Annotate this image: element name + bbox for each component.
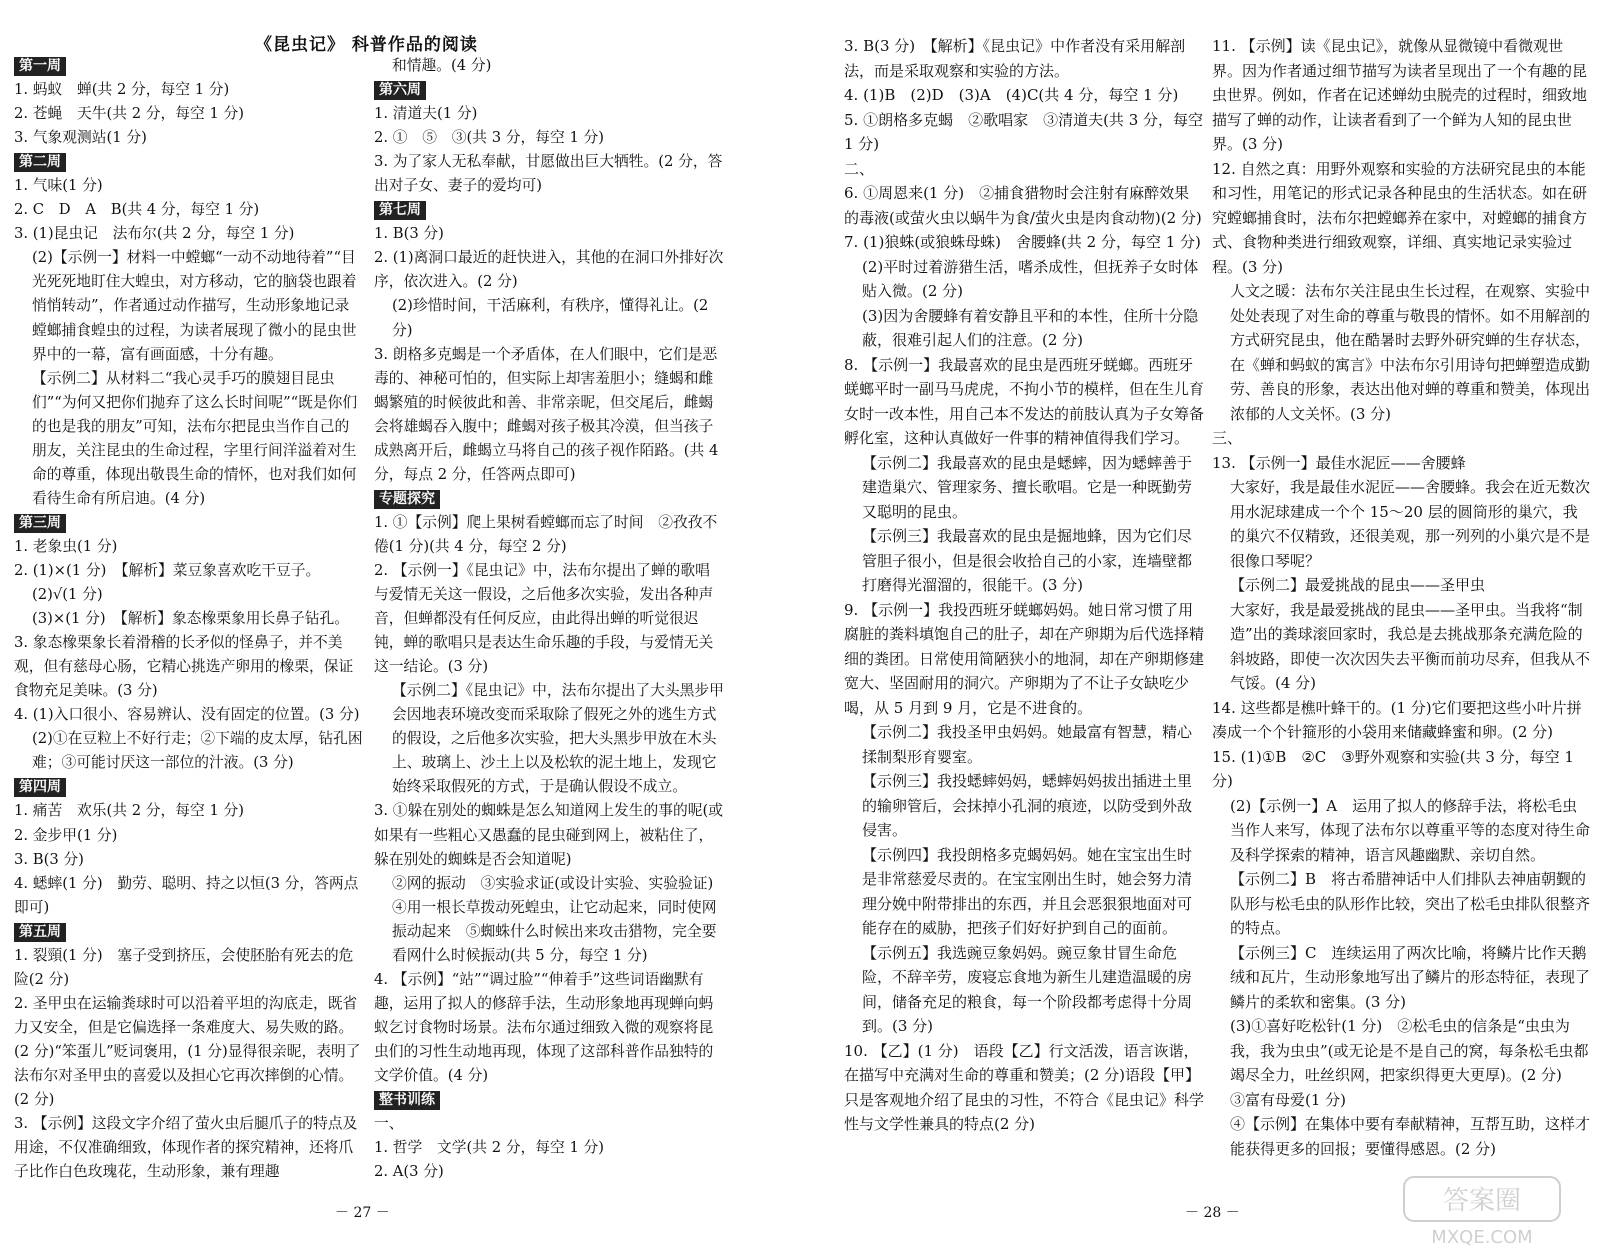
answer-line: 【示例二】B 将古希腊神话中人们排队去神庙朝觐的队形与松毛虫的队形作比较，突出了松毛虫排队很整齐的特点。: [1230, 870, 1591, 937]
answer-item: 1. 蚂蚁 蝉(共 2 分，每空 1 分): [14, 81, 230, 99]
left-column-1: [14, 54, 364, 1184]
right-page: [830, 0, 1600, 1257]
answer-line: 【示例五】我选豌豆象妈妈。豌豆象甘冒生命危险，不辞辛劳，废寝忘食地为新生儿建造温暖的房间，储备充足的粮食，每一个阶段都考虑得十分周到。(3 分): [862, 943, 1193, 1035]
answer-line: (2)珍惜时间，干活麻利，有秩序，懂得礼让。(2 分): [392, 297, 709, 339]
section-heading: 第三周: [14, 514, 66, 533]
right-column-1: [844, 34, 1204, 1137]
left-column-2: [374, 54, 729, 1184]
answer-line: 和情趣。(4 分): [392, 57, 492, 74]
answer-line: 【示例四】我投朗格多克蝎妈妈。她在宝宝出生时是非常慈爱尽责的。在宝宝刚出生时，她会努力清理分娩中附带排出的东西，并且会恶狠狠地面对可能存在的威胁，把孩子们好好护到自己的面前。: [862, 845, 1193, 937]
section-heading: 整书训练: [374, 1091, 440, 1110]
answer-item: 2. ① ⑤ ③(共 3 分，每空 1 分): [374, 129, 605, 147]
answer-line: (2)①在豆粒上不好行走；②下端的皮太厚，钻孔困难；③可能讨厌这一部位的汁液。(3 分): [32, 730, 363, 772]
answer-line: 人文之暖：法布尔关注昆虫生长过程，在观察、实验中处处表现了对生命的尊重与敬畏的情怀。如不用解剖的方式研究昆虫，他在酷暑时去野外研究蝉的生存状态，在《蝉和蚂蚁的寓言》中法布尔引用诗句把蝉塑造成勤劳、善良的形象，表达出他对蝉的尊重和赞美，体现出浓郁的人文关怀。(3 分): [1230, 282, 1591, 423]
answer-line: 【示例三】C 连续运用了两次比喻，将鳞片比作天鹅绒和瓦片，生动形象地写出了鳞片的形态特征，表现了鳞片的柔软和密集。(3 分): [1230, 943, 1591, 1011]
answer-item: 一、: [374, 1115, 404, 1133]
answer-item: 1. B(3 分): [374, 225, 444, 243]
watermark-text: 答案圈: [1442, 1186, 1522, 1216]
answer-item: 1. 气味(1 分): [14, 177, 103, 195]
answer-line: (2)平时过着游猎生活，嗜杀成性，但抚养子女时体贴入微。(2 分): [862, 257, 1199, 300]
section-heading: 第六周: [374, 81, 426, 100]
page-title: 《昆虫记》 科普作品的阅读: [255, 35, 478, 55]
answer-item: 13. 【示例一】最佳水泥匠——舍腰蜂: [1212, 453, 1466, 472]
answer-item: 15. (1)①B ②C ③野外观察和实验(共 3 分，每空 1 分): [1212, 747, 1574, 790]
answer-line: (2)√(1 分): [32, 586, 103, 604]
section-heading: 第二周: [14, 153, 66, 172]
answer-line: ②网的振动 ③实验求证(或设计实验、实验验证) ④用一根长草拨动死蝗虫，让它动起来，同时使网振动起来 ⑤蜘蛛什么时候出来攻击猎物，完全要看网什么时候振动(共 5 分，每空 1 分): [392, 874, 729, 964]
section-heading: 第七周: [374, 201, 426, 220]
left-page: [0, 0, 790, 1257]
answer-item: 2. C D A B(共 4 分，每空 1 分): [14, 201, 260, 219]
answer-item: 3. 为了家人无私奉献，甘愿做出巨大牺牲。(2 分，答出对子女、妻子的爱均可): [374, 153, 723, 195]
answer-item: 11. 【示例】读《昆虫记》，就像从显微镜中看微观世界。因为作者通过细节描写为读者呈现出了一个有趣的昆虫世界。例如，作者在记述蝉幼虫脱壳的过程时，细致地描写了蝉的动作，让读者看到了一个鲜为人知的昆虫世界。(3 分): [1212, 37, 1588, 153]
answer-item: 4. (1)入口很小、容易辨认、没有固定的位置。(3 分): [14, 706, 360, 724]
answer-item: 2. A(3 分): [374, 1163, 444, 1181]
answer-item: 2. 圣甲虫在运输粪球时可以沿着平坦的沟底走，既省力又安全，但是它偏选择一条难度大、易失败的路。(2 分)“笨蛋儿”贬词褒用，(1 分)显得很亲昵，表明了法布尔对圣甲虫的喜爱以及担心它再次摔倒的心情。(2 分): [14, 994, 361, 1109]
answer-item: 1. 哲学 文学(共 2 分，每空 1 分): [374, 1139, 605, 1157]
answer-line: 大家好，我是最爱挑战的昆虫——圣甲虫。当我将“制造”出的粪球滚回家时，我总是去挑战那条充满危险的斜坡路，即使一次次因失去平衡而前功尽弃，但我从不气馁。(4 分): [1230, 600, 1591, 692]
answer-item: 1. 裂頸(1 分) 塞子受到挤压，会使胚胎有死去的危险(2 分): [14, 946, 354, 988]
answer-item: 2. (1)离洞口最近的赶快进入，其他的在洞口外排好次序，依次进入。(2 分): [374, 249, 724, 291]
watermark-url: MXQE.COM: [1431, 1227, 1533, 1248]
answer-item: 3. B(3 分): [14, 850, 84, 868]
answer-item: 6. ①周恩来(1 分) ②捕食猎物时会注射有麻醉效果的毒液(或萤火虫以蜗牛为食/萤火虫是肉食动物)(2 分): [844, 184, 1202, 227]
answer-line: 【示例三】我投蟋蟀妈妈，蟋蟀妈妈拔出插进土里的输卵管后，会抹掉小孔洞的痕迹，以防受到外敌侵害。: [862, 772, 1193, 839]
answer-item: 1. 清道夫(1 分): [374, 105, 478, 123]
watermark-logo: [1402, 1173, 1562, 1251]
answer-line: 【示例三】我最喜欢的昆虫是掘地蜂，因为它们尽管胆子很小，但是很会收拾自己的小家，连墙壁都打磨得光溜溜的，很能干。(3 分): [862, 527, 1193, 594]
section-heading: 专题探究: [374, 490, 440, 509]
section-heading: 第五周: [14, 923, 66, 942]
answer-line: ④【示例】在集体中要有奉献精神，互帮互助，这样才能获得更多的回报；要懂得感恩。(2 分): [1230, 1115, 1591, 1158]
section-heading: 第四周: [14, 778, 66, 797]
section-heading: 第一周: [14, 57, 66, 76]
answer-item: 3. 朗格多克蝎是一个矛盾体，在人们眼中，它们是恶毒的、神秘可怕的，但实际上却害羞胆小；缝蝎和雌蝎繁殖的时候彼此和善、非常亲昵，但交尾后，雌蝎会将雄蝎吞入腹中；雌蝎对孩子极其冷漠，但当孩子成熟离开后，雌蝎立马将自己的孩子视作陌路。(共 4 分，每点 2 分，任答两点即可): [374, 345, 719, 483]
answer-item: 二、: [844, 159, 875, 178]
answer-line: 大家好，我是最佳水泥匠——舍腰蜂。我会在近无数次用水泥球建成一个个 15～20 层的圆筒形的巢穴，我的巢穴不仅精致，还很美观，那一列列的小巢穴是不是很像口琴呢？: [1230, 478, 1591, 570]
answer-line: 【示例二】最爱挑战的昆虫——圣甲虫: [1230, 576, 1486, 594]
answer-item: 4. 【示例】“站”“调过脸”“伸着手”这些词语幽默有趣，运用了拟人的修辞手法，生动形象地再现蝉向蚂蚁乞讨食物时场景。法布尔通过细致入微的观察将昆虫们的习性生动地再现，体现了这部科普作品独特的文学价值。(4 分): [374, 970, 714, 1084]
answer-item: 3. 象态橡栗象长着滑稽的长矛似的怪鼻子，并不美观，但有慈母心肠，它精心挑选产卵用的橡栗，保证食物充足美味。(3 分): [14, 634, 354, 700]
answer-line: (2)【示例一】A 运用了拟人的修辞手法，将松毛虫当作人来写，体现了法布尔以尊重平等的态度对待生命及科学探索的精神，语言风趣幽默、亲切自然。: [1230, 796, 1591, 864]
answer-item: 3. B(3 分) 【解析】《昆虫记》中作者没有采用解剖法，而是采取观察和实验的方法。: [844, 37, 1186, 80]
right-column-2: [1212, 34, 1590, 1161]
answer-item: 9. 【示例一】我投西班牙蜣螂妈妈。她日常习惯了用腐脏的粪料填饱自己的肚子，却在产卵期为后代选择精细的粪团。日常使用简陋狭小的地洞，却在产卵期修建宽大、坚固耐用的洞穴。产卵期为了不让子女缺吃少喝，从 5 月到 9 月，它是不进食的。: [844, 600, 1205, 717]
page-number: － 27 －: [335, 1205, 390, 1221]
answer-item: 1. 痛苦 欢乐(共 2 分，每空 1 分): [14, 802, 245, 820]
answer-item: 2. 金步甲(1 分): [14, 826, 118, 844]
answer-item: 3. 气象观测站(1 分): [14, 129, 147, 147]
answer-item: 14. 这些都是樵叶蜂干的。(1 分)它们要把这些小叶片拼凑成一个个针箍形的小袋用来储藏蜂蜜和卵。(2 分): [1212, 698, 1582, 741]
answer-line: 【示例二】《昆虫记》中，法布尔提出了大头黑步甲会因地表环境改变而采取除了假死之外的逃生方式的假设，之后他多次实验，把大头黑步甲放在木头上、玻璃上、沙土上以及松软的泥土地上，发现它始终采取假死的方式，于是确认假设不成立。: [392, 682, 724, 796]
answer-item: 5. ①朗格多克蝎 ②歌唱家 ③清道夫(共 3 分，每空 1 分): [844, 110, 1204, 153]
answer-item: 4. (1)B (2)D (3)A (4)C(共 4 分，每空 1 分): [844, 86, 1179, 104]
answer-line: 【示例二】我投圣甲虫妈妈。她最富有智慧，精心揉制梨形育婴室。: [862, 723, 1193, 766]
answer-item: 2. 苍蝇 天牛(共 2 分，每空 1 分): [14, 105, 245, 123]
answer-line: (2)【示例一】材料一中螳螂“一动不动地待着”“目光死死地盯住大蝗虫，对方移动，它的脑袋也跟着悄悄转动”，作者通过动作描写，生动形象地记录螳螂捕食蝗虫的过程，为读者展现了微小的昆虫世界中的一幕，富有画面感，十分有趣。: [32, 249, 357, 363]
answer-line: ③富有母爱(1 分): [1230, 1090, 1347, 1109]
answer-item: 三、: [1212, 429, 1243, 447]
answer-item: 10. 【乙】(1 分) 语段【乙】行文活泼，语言诙谐，在描写中充满对生命的尊重和赞美；(2 分)语段【甲】只是客观地介绍了昆虫的习性，不符合《昆虫记》科学性与文学性兼具的特点(2 分): [844, 1041, 1205, 1133]
answer-line: (3)×(1 分) 【解析】象态橡栗象用长鼻子钻孔。: [32, 610, 349, 628]
answer-line: 【示例二】从材料二“我心灵手巧的膜翅目昆虫们”“为何又把你们抛弃了这么长时间呢”“既是你们的也是我的朋友”可知，法布尔把昆虫当作自己的朋友，关注昆虫的生命过程，字里行间洋溢着对生命的尊重，体现出敬畏生命的情怀，也对我们如何看待生命有所启迪。(4 分): [32, 369, 358, 507]
answer-line: 【示例二】我最喜欢的昆虫是蟋蟀，因为蟋蟀善于建造巢穴、管理家务、擅长歌唱。它是一种既勤劳又聪明的昆虫。: [862, 453, 1193, 521]
answer-item: 8. 【示例一】我最喜欢的昆虫是西班牙蜣螂。西班牙蜣螂平时一副马马虎虎，不拘小节的模样，但在生儿育女时一改本性，用自己本不发达的前肢认真为子女筹备孵化室，这种认真做好一件事的精神值得我们学习。: [844, 355, 1205, 447]
answer-item: 1. 老象虫(1 分): [14, 537, 118, 555]
answer-item: 4. 蟋蟀(1 分) 勤劳、聪明、持之以恒(3 分，答两点即可): [14, 874, 359, 916]
answer-item: 7. (1)狼蛛(或狼蛛母蛛) 舍腰蜂(共 2 分，每空 1 分): [844, 233, 1201, 251]
answer-item: 3. (1)昆虫记 法布尔(共 2 分，每空 1 分): [14, 225, 295, 243]
page-number: － 28 －: [1185, 1205, 1240, 1221]
answer-item: 2. (1)×(1 分) 【解析】菜豆象喜欢吃干豆子。: [14, 561, 321, 579]
answer-item: 3. ①躲在别处的蜘蛛是怎么知道网上发生的事的呢(或如果有一些粗心又愚蠢的昆虫碰到网上，被粘住了，躲在别处的蜘蛛是否会知道呢): [374, 802, 724, 868]
answer-item: 12. 自然之真：用野外观察和实验的方法研究昆虫的本能和习性，用笔记的形式记录各种昆虫的生活状态。如在研究螳螂捕食时，法布尔把螳螂养在家中，对螳螂的捕食方式、食物种类进行细致观察，详细、真实地记录实验过程。(3 分): [1212, 159, 1588, 276]
answer-line: (3)①喜好吃松针(1 分) ②松毛虫的信条是“虫虫为我，我为虫虫”(或无论是不是自己的窝，每条松毛虫都竭尽全力，吐丝织网，把家织得更大更厚)。(2 分): [1230, 1017, 1589, 1084]
answer-line: (3)因为舍腰蜂有着安静且平和的本性，住所十分隐蔽，很难引起人们的注意。(2 分): [862, 306, 1199, 349]
answer-item: 2. 【示例一】《昆虫记》中，法布尔提出了蝉的歌唱与爱情无关这一假设，之后他多次实验，发出各种声音，但蝉都没有任何反应，由此得出蝉的听觉很迟钝，蝉的歌唱只是表达生命乐趣的手段，与爱情无关这一结论。(3 分): [374, 561, 714, 676]
answer-item: 1. ①【示例】爬上果树看螳螂而忘了时间 ②孜孜不倦(1 分)(共 4 分，每空 2 分): [374, 513, 718, 555]
answer-item: 3. 【示例】这段文字介绍了萤火虫后腿爪子的特点及用途，不仅准确细致，体现作者的探究精神，还将爪子比作白色玫瑰花，生动形象，兼有理趣: [14, 1115, 358, 1181]
